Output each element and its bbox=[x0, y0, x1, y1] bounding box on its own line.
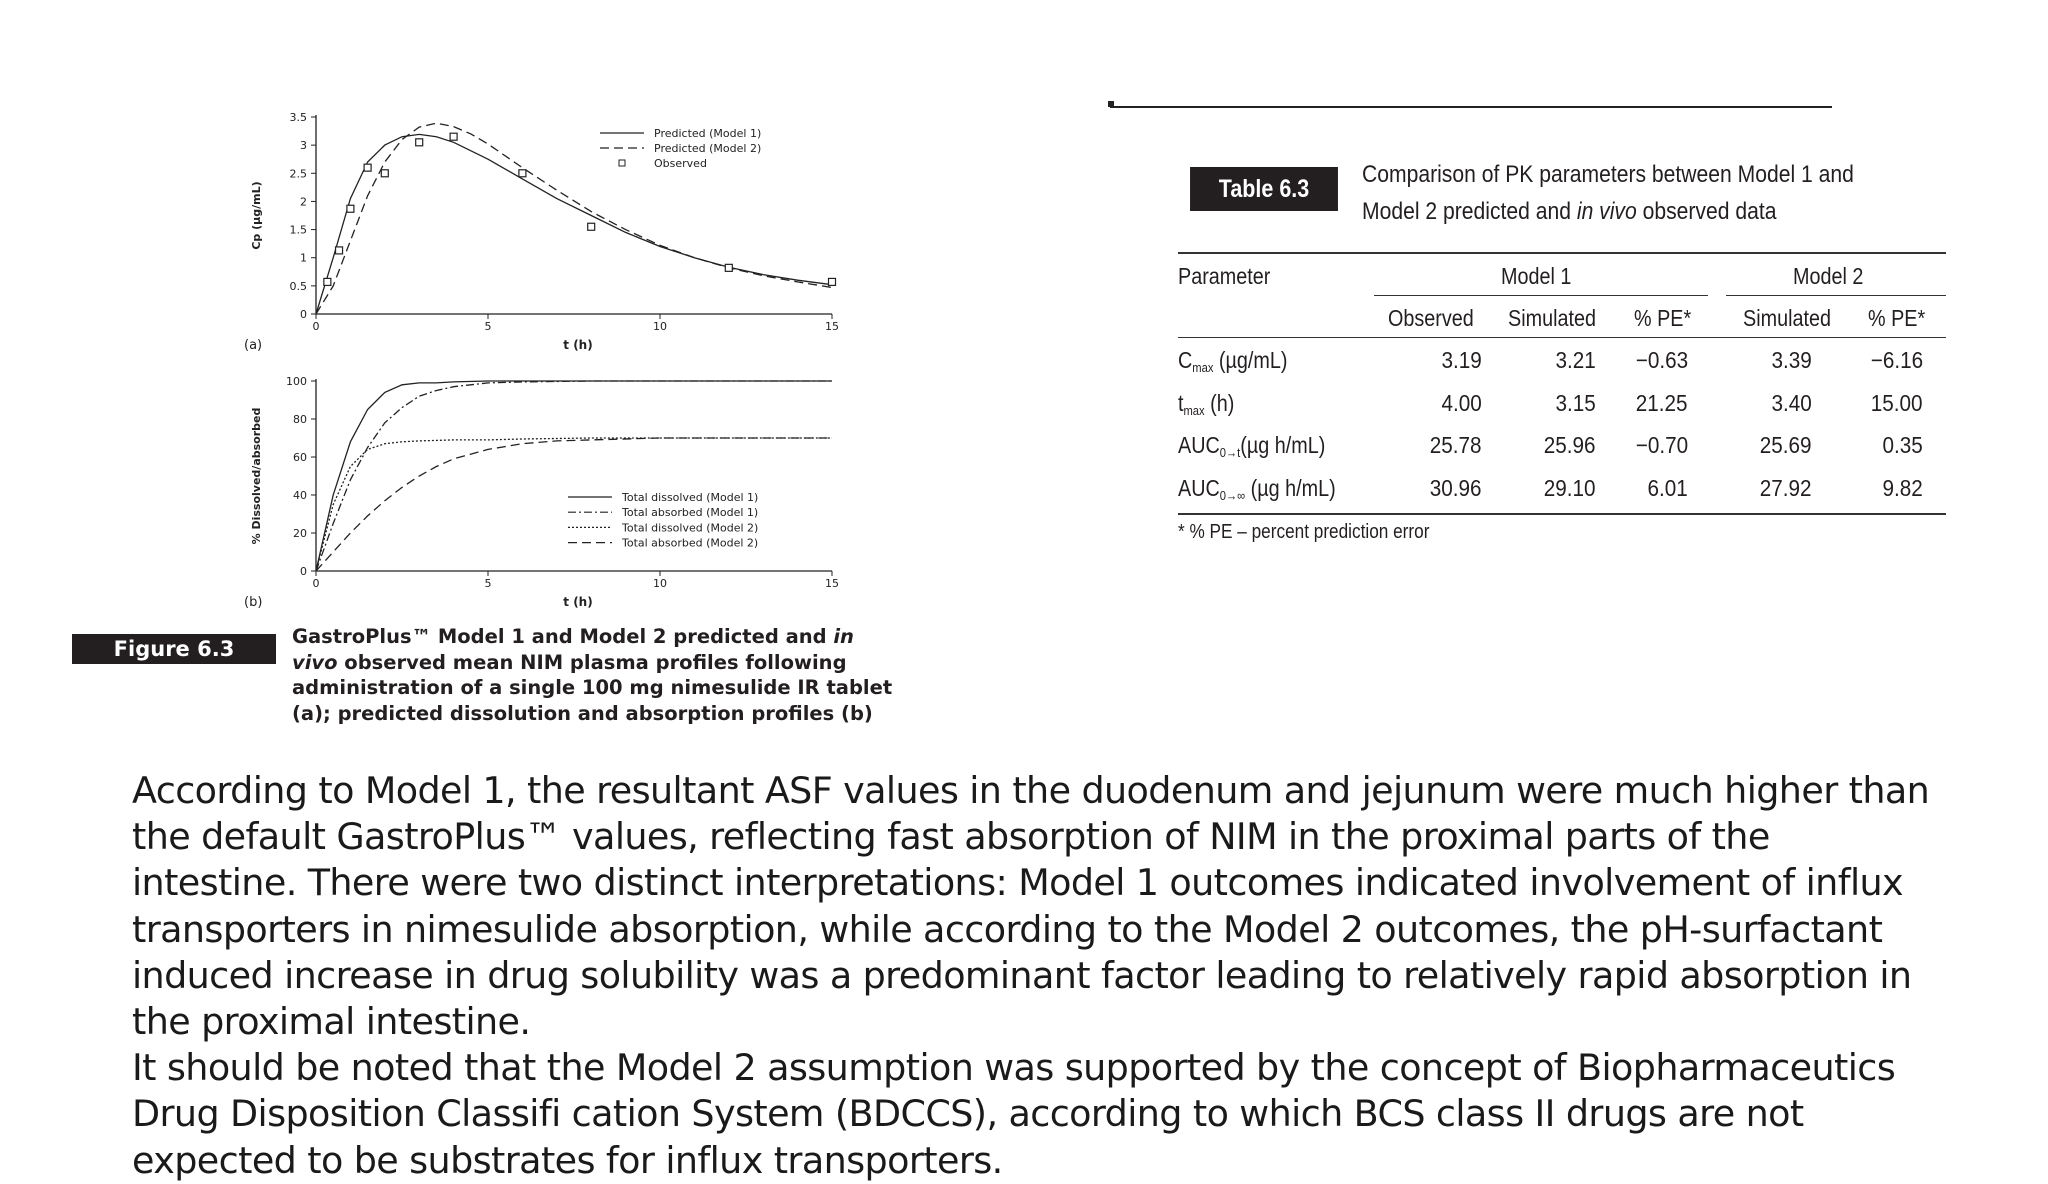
header-parameter: Parameter bbox=[1178, 263, 1271, 289]
row-parameter: $C_{max}$ (µg/mL) bbox=[1178, 347, 1288, 375]
y-tick-label: 3 bbox=[300, 139, 307, 153]
table-cell: 25.69 bbox=[1760, 432, 1812, 458]
observed-point bbox=[725, 264, 732, 271]
series-line bbox=[316, 438, 832, 571]
observed-point bbox=[324, 278, 331, 285]
figure-6-3 bbox=[60, 100, 1040, 740]
table-cell: 6.01 bbox=[1647, 474, 1688, 501]
row-parameter: $AUC_{0\to t}(\mu g$ h/mL) bbox=[1178, 432, 1326, 460]
x-tick-label: 10 bbox=[653, 577, 667, 590]
table-cell: 15.00 bbox=[1871, 389, 1923, 416]
table-cell: 29.10 bbox=[1544, 474, 1596, 501]
model1-rule bbox=[1374, 295, 1708, 296]
subheader-observed: Observed bbox=[1388, 305, 1474, 331]
legend-marker bbox=[619, 160, 625, 166]
legend-label: Observed bbox=[654, 157, 707, 170]
table-cell: 25.96 bbox=[1544, 432, 1596, 458]
observed-point bbox=[336, 247, 343, 254]
observed-point bbox=[519, 170, 526, 177]
subheader-pe-1: % PE* bbox=[1634, 305, 1692, 331]
x-tick-label: 10 bbox=[653, 320, 667, 333]
table-cell: 30.96 bbox=[1430, 474, 1482, 501]
y-tick-label: 40 bbox=[293, 489, 307, 502]
series-line bbox=[316, 438, 832, 571]
y-tick-label: 1 bbox=[300, 251, 307, 265]
subheader-pe-2: % PE* bbox=[1868, 305, 1926, 331]
y-tick-label: 80 bbox=[293, 413, 307, 426]
y-tick-label: 0 bbox=[300, 565, 307, 578]
y-tick-label: 0 bbox=[300, 308, 307, 321]
legend-label: Total absorbed (Model 1) bbox=[622, 506, 759, 520]
x-tick-label: 15 bbox=[825, 577, 839, 590]
x-tick-label: 0 bbox=[312, 577, 320, 590]
paragraph-2: It should be noted that the Model 2 assumption was supported by the concept of Biopharmaceutics Drug Disposition Classifi cation System (BDCCS), according to which BCS class II drugs are not expected to be substrates for influx transporters. bbox=[132, 1046, 1896, 1182]
table-rule-bottom bbox=[1178, 513, 1946, 515]
subheader-simulated-1: Simulated bbox=[1508, 305, 1596, 331]
figure-label: Figure 6.3 bbox=[72, 634, 276, 664]
table-cell: 25.78 bbox=[1430, 432, 1482, 458]
observed-point bbox=[381, 170, 388, 177]
x-tick-label: 5 bbox=[484, 320, 492, 333]
table-rule-top bbox=[1178, 252, 1946, 254]
body-text bbox=[132, 768, 2012, 1184]
y-tick-label: 1.5 bbox=[289, 223, 307, 237]
row-parameter: $AUC_{0\to\infty}$ (µg h/mL) bbox=[1178, 474, 1336, 503]
x-axis-label: t (h) bbox=[563, 595, 593, 609]
table-cell: 3.40 bbox=[1771, 389, 1812, 416]
table-title: Comparison of PK parameters between Model 1 and Model 2 predicted and in vivo observed data bbox=[1362, 161, 1854, 225]
observed-point bbox=[364, 164, 371, 171]
panel-label: (a) bbox=[244, 338, 263, 353]
table-cell: 4.00 bbox=[1441, 389, 1482, 416]
observed-point bbox=[588, 223, 595, 230]
table-cell: 3.19 bbox=[1441, 347, 1482, 373]
x-axis-label: t (h) bbox=[563, 338, 593, 352]
header-model-2: Model 2 bbox=[1793, 263, 1864, 289]
x-tick-label: 0 bbox=[312, 320, 320, 333]
legend-label: Predicted (Model 2) bbox=[654, 142, 762, 155]
table-cell: 27.92 bbox=[1760, 474, 1812, 501]
legend-label: Predicted (Model 1) bbox=[654, 127, 762, 140]
legend-label: Total dissolved (Model 1) bbox=[622, 491, 759, 504]
model2-rule bbox=[1726, 295, 1946, 296]
y-tick-label: 2.5 bbox=[289, 167, 307, 181]
y-axis-label: % Dissolved/absorbed bbox=[250, 407, 263, 545]
table-cell: 0.35 bbox=[1882, 432, 1923, 458]
y-tick-label: 100 bbox=[286, 375, 307, 388]
legend-label: Total dissolved (Model 2) bbox=[622, 521, 759, 535]
table-cell: −6.16 bbox=[1870, 347, 1923, 373]
y-tick-label: 0.5 bbox=[289, 279, 307, 293]
observed-point bbox=[347, 205, 354, 212]
row-parameter: $t_{max}$ (h) bbox=[1178, 389, 1235, 418]
table-cell: 3.39 bbox=[1771, 347, 1812, 373]
legend-label: Total absorbed (Model 2) bbox=[622, 536, 759, 550]
x-tick-label: 15 bbox=[825, 320, 839, 333]
table-cell: 9.82 bbox=[1882, 474, 1923, 501]
table-cell: −0.70 bbox=[1635, 432, 1688, 458]
x-tick-label: 5 bbox=[484, 577, 492, 590]
y-tick-label: 3.5 bbox=[289, 111, 307, 124]
paragraph-1: According to Model 1, the resultant ASF values in the duodenum and jejunum were much higher than the default GastroPlus™ values, reflecting fast absorption of NIM in the proximal parts of the intestine. There were two distinct interpretations: Model 1 outcomes indicated involvement of influx transporters in nimesulide absorption, while according to the Model 2 outcomes, the pH-surfactant induced increase in drug solubility was a predominant factor leading to relatively rapid absorption in the proximal intestine. bbox=[132, 769, 1930, 1044]
series-line bbox=[316, 134, 832, 314]
panel-label: (b) bbox=[244, 595, 263, 610]
y-tick-label: 60 bbox=[293, 451, 307, 464]
observed-point bbox=[416, 139, 423, 146]
observed-point bbox=[829, 278, 836, 285]
table-rule-header bbox=[1178, 337, 1946, 338]
figure-caption: GastroPlus™ Model 1 and Model 2 predicted and in vivo observed mean NIM plasma profiles following administration of a single 100 mg nimesulide IR tablet (a); predicted dissolution and absorption profiles (b) bbox=[292, 625, 893, 725]
table-footnote: * % PE – percent prediction error bbox=[1178, 521, 1430, 543]
observed-point bbox=[450, 133, 457, 140]
table-label: Table 6.3 bbox=[1190, 167, 1338, 211]
header-model-1: Model 1 bbox=[1501, 263, 1572, 289]
y-tick-label: 2 bbox=[300, 195, 307, 209]
table-cell: −0.63 bbox=[1635, 347, 1688, 373]
figure-charts bbox=[60, 100, 1040, 620]
table-cell: 21.25 bbox=[1636, 389, 1688, 416]
top-rule bbox=[1110, 106, 1832, 108]
y-tick-label: 20 bbox=[293, 527, 307, 540]
table-cell: 3.15 bbox=[1555, 389, 1596, 416]
y-axis-label: Cp (µg/mL) bbox=[250, 181, 263, 250]
table-cell: 3.21 bbox=[1555, 347, 1596, 373]
subheader-simulated-2: Simulated bbox=[1743, 305, 1831, 331]
